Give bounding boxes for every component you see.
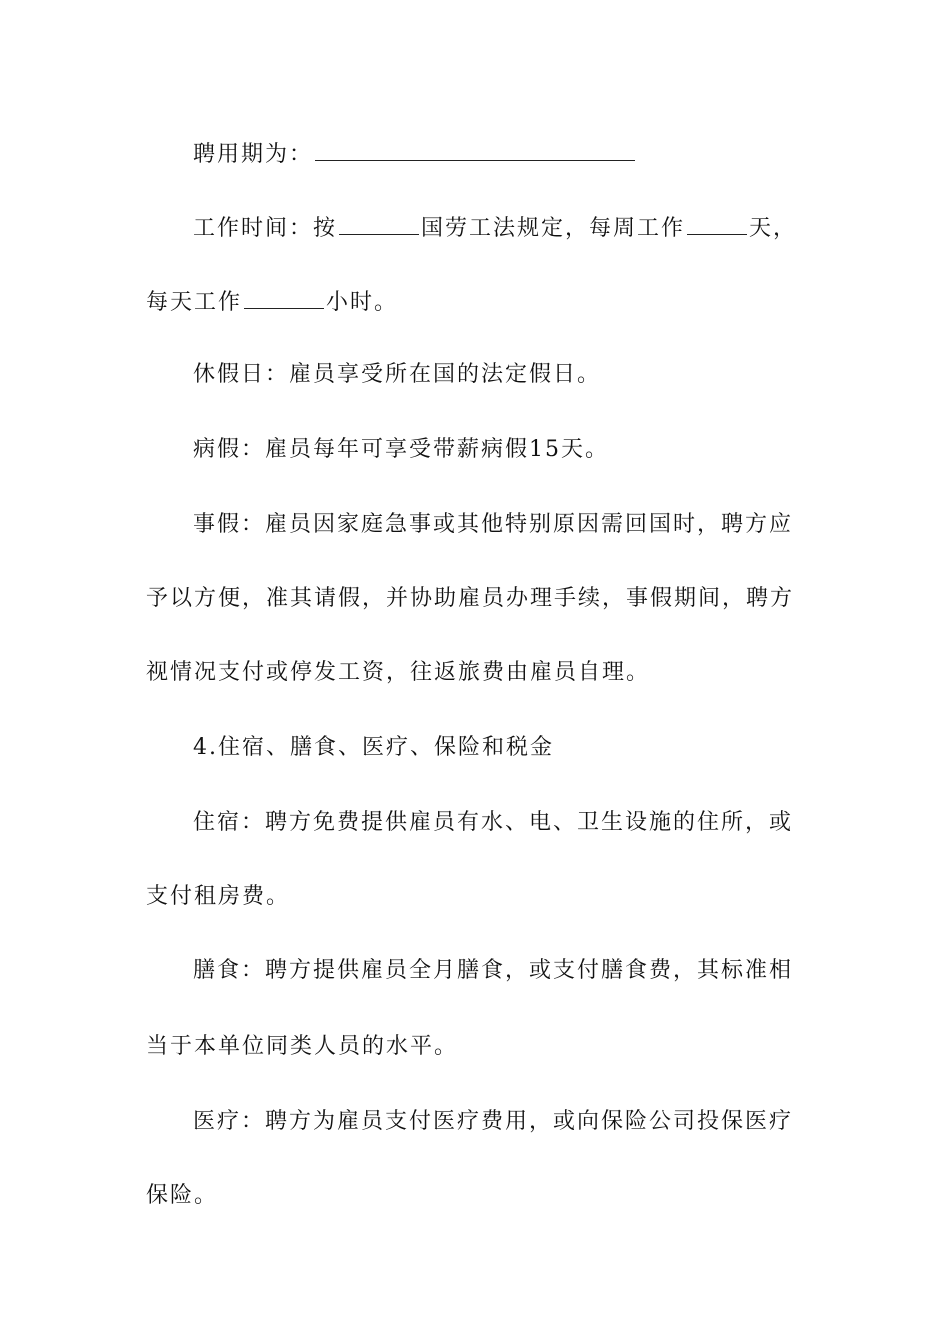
work-time-text: 国劳工法规定，每周工作	[421, 216, 686, 241]
medical-line-1: 医疗：聘方为雇员支付医疗费用，或向保险公司投保医疗	[193, 1109, 794, 1134]
personal-leave-line-2: 予以方便，准其请假，并协助雇员办理手续，事假期间，聘方	[146, 586, 795, 611]
medical-line-2: 保险。	[146, 1183, 219, 1208]
work-time-label: 工作时间：按	[193, 216, 338, 241]
accommodation-line-1: 住宿：聘方免费提供雇员有水、电、卫生设施的住所，或	[193, 810, 794, 835]
days-blank	[687, 212, 747, 235]
employment-period-label: 聘用期为：	[193, 142, 314, 167]
accommodation-line-2: 支付租房费。	[146, 884, 291, 909]
sick-leave-paragraph: 病假：雇员每年可享受带薪病假15天。	[193, 437, 609, 462]
hours-blank	[244, 286, 324, 309]
meals-line-1: 膳食：聘方提供雇员全月膳食，或支付膳食费，其标准相	[193, 958, 794, 983]
meals-line-2: 当于本单位同类人员的水平。	[146, 1034, 459, 1059]
daily-hours-label: 每天工作	[146, 290, 243, 315]
country-blank	[339, 212, 419, 235]
work-time-line	[193, 212, 806, 244]
employment-period-blank	[315, 138, 635, 161]
daily-hours-line	[146, 286, 806, 318]
daily-hours-unit: 小时。	[326, 290, 399, 315]
personal-leave-line-1: 事假：雇员因家庭急事或其他特别原因需回国时，聘方应	[193, 512, 794, 537]
personal-leave-line-3: 视情况支付或停发工资，往返旅费由雇员自理。	[146, 660, 651, 685]
work-time-days-unit: 天，	[749, 216, 798, 241]
holiday-paragraph: 休假日：雇员享受所在国的法定假日。	[193, 362, 602, 387]
employment-period-line	[193, 138, 806, 170]
section-heading-4: 4.住宿、膳食、医疗、保险和税金	[193, 735, 554, 760]
